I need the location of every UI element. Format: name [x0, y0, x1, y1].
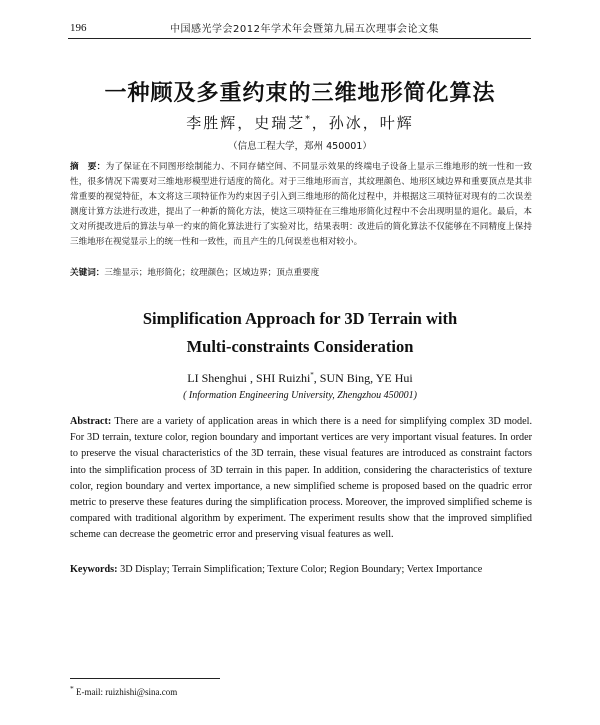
chinese-title: 一种顾及多重约束的三维地形简化算法 [104, 81, 496, 106]
english-abstract [70, 414, 532, 544]
english-corresponding-mark: * [310, 371, 314, 379]
chinese-authors-rest: ，孙冰，叶辉 [311, 114, 414, 132]
page-number: 196 [70, 22, 87, 34]
english-authors [0, 371, 600, 386]
english-affiliation: ( Information Engineering University, Zhengzhou 450001) [183, 390, 417, 401]
chinese-abstract-label: 摘 要： [70, 162, 106, 172]
footnote-rule [70, 678, 220, 679]
chinese-abstract [70, 160, 532, 250]
english-keywords-label: Keywords: [70, 564, 118, 575]
chinese-keywords-label: 关键词： [70, 268, 105, 278]
corresponding-mark: * [305, 115, 312, 125]
footnote-email: E-mail: ruizhishi@sina.com [73, 687, 178, 697]
english-keywords [70, 562, 532, 578]
english-title [0, 305, 600, 361]
chinese-keywords-text: 三维显示；地形简化；纹理颜色；区域边界；顶点重要度 [104, 268, 320, 278]
english-authors-main: LI Shenghui , SHI Ruizhi [187, 371, 311, 385]
english-keywords-text: 3D Display; Terrain Simplification; Texture Color; Region Boundary; Vertex Importance [117, 564, 483, 575]
chinese-abstract-text: 为了保证在不同图形绘制能力、不同存储空间、不同显示效果的终端电子设备上显示三维地形的统一性和一致性，很多情况下需要对三维地形模型进行适度的简化。对于三维地形而言，其纹理颜色、地形区域边界和重要顶点是其非常重要的视觉特征，本文将这三项特征作为约束因子引入到三维地形的简化过程中，并根据这三项特征对现有的二次误差测度计算方法进行改进，提出了一种新的简化方法，使这三项特征在三维地形简化过程中不会出现明显的退化。最后，本文对所提改进后的算法与单一约束的简化算法进行了实验对比，结果表明：改进后的简化算法不仅能够在不同精度上保持三维地形在视觉显示上的统一性和一致性，而且产生的几何误差也相对较小。 [70, 162, 532, 247]
running-title: 中国感光学会2012年学术年会暨第九届五次理事会论文集 [170, 24, 439, 35]
english-title-line-1: Simplification Approach for 3D Terrain with [142, 309, 458, 328]
english-title-line-2: Multi-constraints Consideration [186, 337, 414, 356]
english-abstract-label: Abstract: [70, 416, 112, 427]
chinese-authors [0, 112, 600, 133]
english-abstract-text: There are a variety of application areas in which there is a need for simplifying complex 3D model. For 3D terrain, texture color, region boundary and important vertices are very important visual features. In order to preserve the visual characteristics of the 3D terrain, these visual features are introduced as constraint factors into the simplification process of 3D terrain in this paper. In addition, considering the characteristics of texture color, region boundary and vertex importance, a new simplified scheme is proposed based on the quadric error metric to preserve these features during the simplification process. Moreover, the improved simplified scheme is compared with traditional algorithm by experiment. The experiment results show that the improved simplified scheme can decrease the geometric error and preserving visual features as well. [70, 416, 532, 541]
chinese-affiliation: （信息工程大学，郑州 450001） [228, 141, 372, 152]
english-authors-rest: , SUN Bing, YE Hui [313, 371, 413, 385]
chinese-authors-main: 李胜辉，史瑞芝 [186, 114, 306, 132]
footnote-mark: * [70, 684, 74, 693]
footnote [70, 684, 177, 697]
chinese-keywords [70, 266, 532, 280]
header-rule [68, 38, 531, 39]
